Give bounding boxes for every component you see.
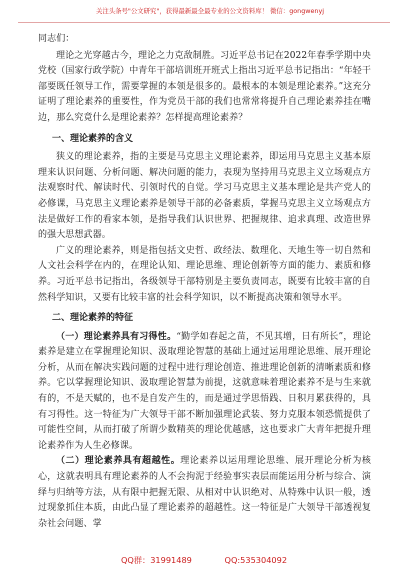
section-1-title: 一、理论素养的含义 — [52, 133, 134, 144]
footer-qq-number: QQ:535304092 — [224, 555, 288, 565]
footer-qq-group: QQ群：31991489 — [120, 555, 192, 565]
footer-contact — [0, 555, 408, 566]
section-2-1-body: “勤学如春起之苗，不见其增，日有所长”，理论素养是建立在掌握理论知识、汲取理论智慧的基础上通过运用理论思维、展开理论分析，从而在解决实践问题的过程中进行理论创造、推进理论创新的清晰素质和修养。它以掌握理论知识、汲取理论智慧为前提，这就意味着理论素养不是与生来就有的，不是天赋的，也不是自发产生的，而是通过学思悟践、日积月累获得的，具有习得性。这一特征为广大领导干部不断加强理论武装、努力克服本领恐慌提供了可能性空间，从而打破了所谓少数精英的理论优越感，这也要求广大青年把提升理论素养作为人生必修课。 — [38, 331, 371, 451]
section-2-paragraph-2 — [38, 454, 371, 532]
intro-paragraph: 理论之光穿越古今，理论之力克敌制胜。习近平总书记在2022年春季学期中央党校（国家行政学院）中青年干部培训班开班式上指出习近平总书记指出：“年轻干部要既任领导工作，需要掌握的本领是很多的。最根本的本领是理论素养。”这充分证明了理论素养的重要性，作为党员干部的我们也常常将提升自己理论素养挂在嘴边，那么究竟什么是理论素养？怎样提高理论素养？ — [38, 50, 371, 123]
section-2-paragraph-1 — [38, 330, 371, 455]
section-2-2-body: 理论素养以运用理论思维、展开理论分析为核心，这就表明具有理论素养的人不会拘泥于经验事实表层而能运用分析与综合、演绎与归纳等方法，从有限中把握无限、从相对中认识绝对、从特殊中认识一般，透过现象抓住本质，由此凸显了理论素养的超越性。这一特征是广大领导干部透视复杂社会问题、掌 — [38, 456, 371, 529]
section-2-title: 二、理论素养的特征 — [52, 313, 134, 324]
section-2-1-heading: （一）理论素养具有习得性。 — [56, 331, 177, 342]
header-banner: 关注头条号"公文研究"，获得最新最全最专业的公文资料库！ 微信：gongwenyj — [95, 7, 325, 15]
section-1-paragraph-1: 狭义的理论素养，指的主要是马克思主义理论素养，即运用马克思主义基本原理来认识问题、分析问题、解决问题的能力，表现为坚持用马克思主义立场观点方法观察时代、解读时代、引领时代的自觉。学习马克思主义基本理论是共产党人的必修课，马克思主义理论素养是领导干部的必备素质，掌握马克思主义立场观点方法是做好工作的看家本领，是指导我们认识世界、把握规律、追求真理、改造世界的强大思想武器。 — [38, 152, 371, 241]
header-divider — [18, 22, 390, 23]
document-body — [38, 32, 371, 532]
section-1-paragraph-2: 广义的理论素养，则是指包括文史哲、政经法、数理化、天地生等一切自然和人文社会科学在内的，在理论认知、理论思维、理论创新等方面的能力、素质和修养。习近平总书记指出，各级领导干部特别是主要负责同志，既要有比较丰富的自然科学知识，又要有比较丰富的社会科学知识，以不断提高决策和领导水平。 — [38, 245, 371, 303]
section-2-2-heading: （二）理论素养具有超越性。 — [56, 456, 181, 467]
salutation: 同志们： — [38, 34, 75, 44]
